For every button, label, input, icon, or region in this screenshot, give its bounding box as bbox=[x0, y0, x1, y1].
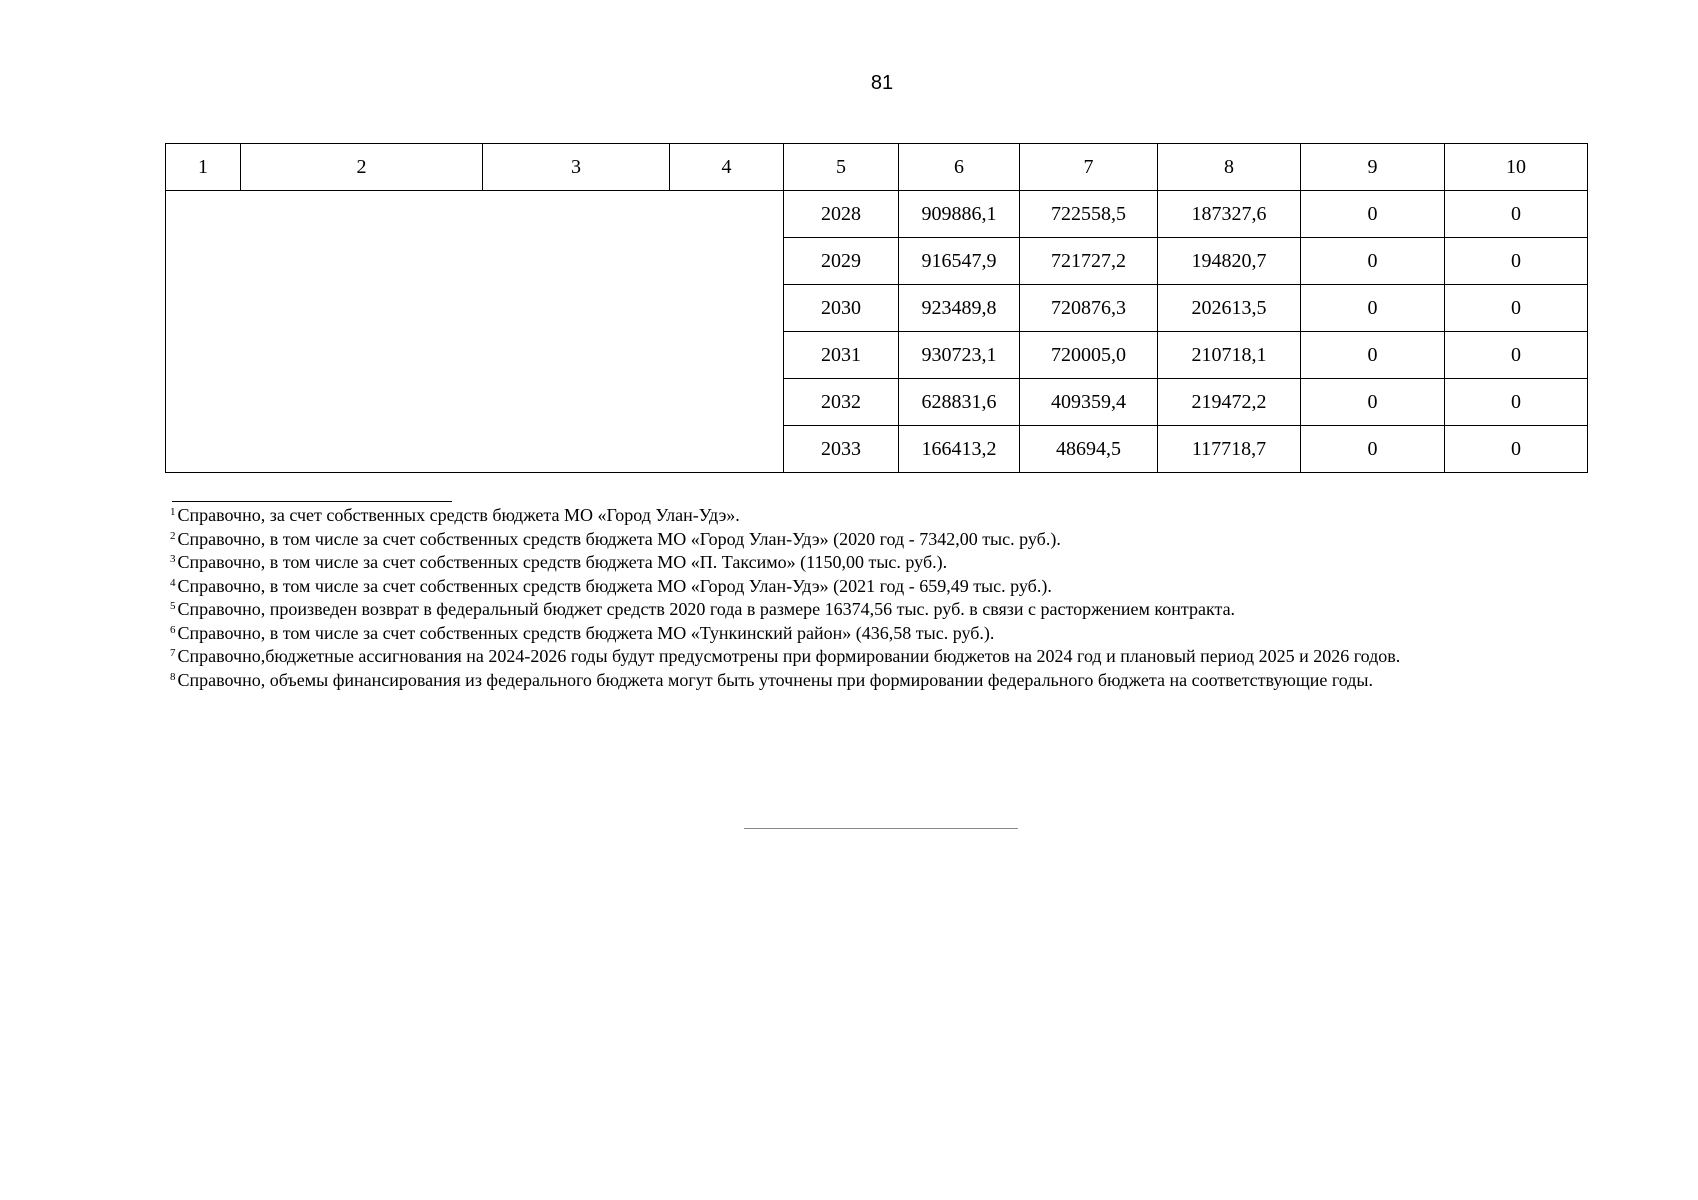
footnote-text: Справочно, в том числе за счет собственных средств бюджета МО «П. Таксимо» (1150,00 тыс. руб.). bbox=[177, 552, 948, 572]
table-cell: 0 bbox=[1445, 332, 1588, 379]
footnote-text: Справочно, за счет собственных средств бюджета МО «Город Улан-Удэ». bbox=[177, 505, 740, 525]
table-cell: 916547,9 bbox=[899, 238, 1020, 285]
table-cell-year: 2032 bbox=[784, 379, 899, 426]
table-cell-year: 2028 bbox=[784, 191, 899, 238]
footnote-text: Справочно, произведен возврат в федеральный бюджет средств 2020 года в размере 16374,56 тыс. руб. в связи с расторжением контракта. bbox=[177, 599, 1236, 619]
footnote bbox=[170, 528, 1610, 552]
table-header-cell: 10 bbox=[1445, 144, 1588, 191]
footnote-separator bbox=[172, 501, 452, 502]
footnote-number: 2 bbox=[170, 529, 176, 542]
footnote bbox=[170, 504, 1610, 528]
table-cell-year: 2033 bbox=[784, 426, 899, 473]
table-header-cell: 1 bbox=[166, 144, 241, 191]
table-cell: 923489,8 bbox=[899, 285, 1020, 332]
footnote-number: 7 bbox=[170, 647, 176, 659]
table-cell: 0 bbox=[1445, 379, 1588, 426]
footnote-number: 4 bbox=[170, 576, 176, 589]
table-cell: 0 bbox=[1445, 238, 1588, 285]
table-header-cell: 7 bbox=[1020, 144, 1158, 191]
table-cell: 194820,7 bbox=[1158, 238, 1301, 285]
footnotes bbox=[170, 504, 1610, 692]
table-cell-year: 2030 bbox=[784, 285, 899, 332]
bottom-separator bbox=[744, 828, 1018, 829]
table-cell: 0 bbox=[1301, 426, 1445, 473]
table-cell: 0 bbox=[1301, 238, 1445, 285]
table-cell: 0 bbox=[1445, 426, 1588, 473]
footnote-text: Справочно, в том числе за счет собственных средств бюджета МО «Тункинский район» (436,58 тыс. руб.). bbox=[177, 622, 995, 643]
table-cell: 0 bbox=[1301, 379, 1445, 426]
table-cell: 0 bbox=[1301, 285, 1445, 332]
table-header-cell: 8 bbox=[1158, 144, 1301, 191]
table-cell: 202613,5 bbox=[1158, 285, 1301, 332]
table-cell-year: 2029 bbox=[784, 238, 899, 285]
footnote bbox=[170, 598, 1610, 622]
footnote bbox=[170, 622, 1610, 646]
footnote-number: 3 bbox=[170, 553, 176, 565]
footnote-text: Справочно, объемы финансирования из федерального бюджета могут быть уточнены при формировании федерального бюджета на соответствующие годы. bbox=[177, 669, 1373, 690]
table-header-cell: 2 bbox=[241, 144, 483, 191]
table-cell: 722558,5 bbox=[1020, 191, 1158, 238]
budget-table bbox=[165, 143, 1588, 473]
table-header-cell: 6 bbox=[899, 144, 1020, 191]
footnote-text: Справочно, в том числе за счет собственных средств бюджета МО «Город Улан-Удэ» (2020 год - 7342,00 тыс. руб.). bbox=[177, 528, 1061, 549]
table-cell: 0 bbox=[1301, 191, 1445, 238]
table-cell: 0 bbox=[1445, 285, 1588, 332]
table-header-cell: 9 bbox=[1301, 144, 1445, 191]
table-header-cell: 4 bbox=[670, 144, 784, 191]
footnote bbox=[170, 669, 1610, 693]
table-cell-year: 2031 bbox=[784, 332, 899, 379]
table-cell: 210718,1 bbox=[1158, 332, 1301, 379]
table-cell: 117718,7 bbox=[1158, 426, 1301, 473]
footnote-number: 8 bbox=[170, 670, 176, 683]
table-cell: 628831,6 bbox=[899, 379, 1020, 426]
footnote bbox=[170, 551, 1610, 575]
footnote-text: Справочно, в том числе за счет собственных средств бюджета МО «Город Улан-Удэ» (2021 год - 659,49 тыс. руб.). bbox=[177, 575, 1052, 596]
page-number: 81 bbox=[870, 72, 894, 94]
table-header-cell: 5 bbox=[784, 144, 899, 191]
table-cell: 187327,6 bbox=[1158, 191, 1301, 238]
footnote bbox=[170, 575, 1610, 599]
footnote bbox=[170, 645, 1610, 669]
footnote-text: Справочно,бюджетные ассигнования на 2024-2026 годы будут предусмотрены при формировании бюджетов на 2024 год и плановый период 2025 и 2026 годов. bbox=[177, 646, 1401, 666]
table-cell: 720876,3 bbox=[1020, 285, 1158, 332]
table-cell: 0 bbox=[1301, 332, 1445, 379]
table-cell: 166413,2 bbox=[899, 426, 1020, 473]
table-cell: 0 bbox=[1445, 191, 1588, 238]
table-header-row bbox=[166, 144, 1588, 191]
table-cell: 48694,5 bbox=[1020, 426, 1158, 473]
table-cell: 909886,1 bbox=[899, 191, 1020, 238]
table-cell: 219472,2 bbox=[1158, 379, 1301, 426]
footnote-number: 5 bbox=[170, 600, 176, 612]
table-cell: 721727,2 bbox=[1020, 238, 1158, 285]
table-row bbox=[166, 191, 1588, 238]
merged-empty-cell bbox=[166, 191, 784, 473]
table-header-cell: 3 bbox=[483, 144, 670, 191]
footnote-number: 6 bbox=[170, 623, 176, 636]
table-cell: 409359,4 bbox=[1020, 379, 1158, 426]
table-cell: 720005,0 bbox=[1020, 332, 1158, 379]
footnote-number: 1 bbox=[170, 506, 176, 518]
table-cell: 930723,1 bbox=[899, 332, 1020, 379]
